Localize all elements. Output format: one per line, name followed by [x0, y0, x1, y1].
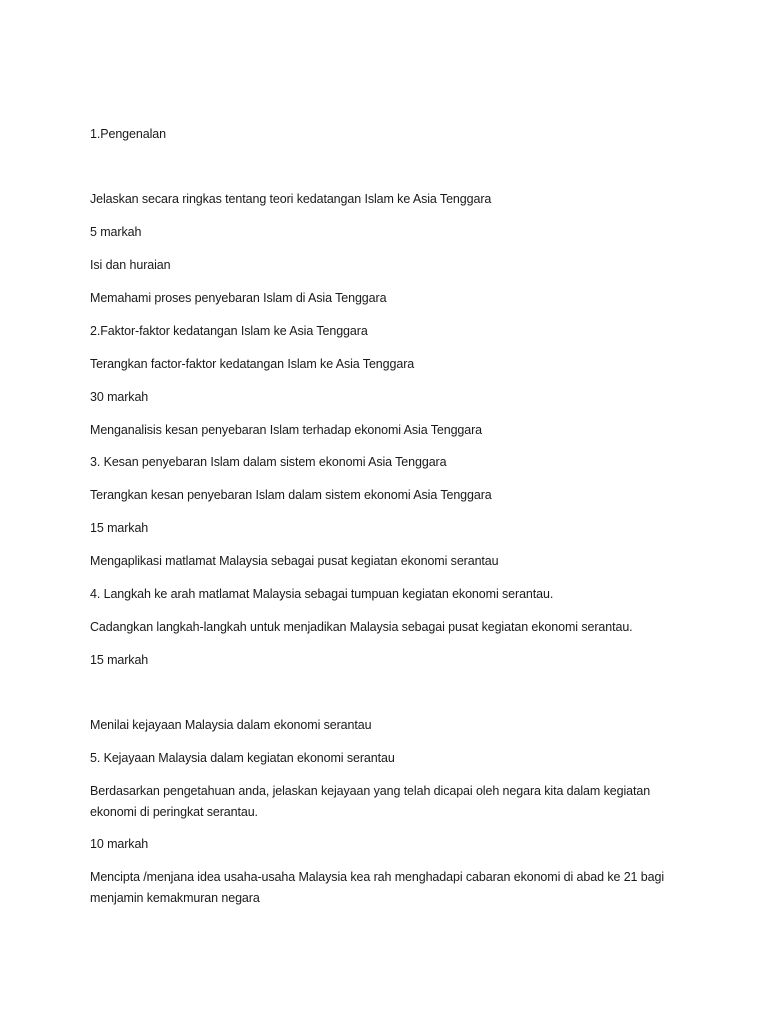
marks-label: 15 markah	[90, 521, 149, 535]
section-heading-1: 1.Pengenalan	[90, 127, 166, 141]
marks-label: 15 markah	[90, 653, 149, 667]
learning-objective: Mengaplikasi matlamat Malaysia sebagai pusat kegiatan ekonomi serantau	[90, 554, 499, 568]
learning-objective: Menganalisis kesan penyebaran Islam terhadap ekonomi Asia Tenggara	[90, 423, 483, 437]
section-heading-3: 3. Kesan penyebaran Islam dalam sistem ekonomi Asia Tenggara	[90, 455, 447, 469]
question-text: Terangkan kesan penyebaran Islam dalam sistem ekonomi Asia Tenggara	[90, 488, 492, 502]
learning-objective: Menilai kejayaan Malaysia dalam ekonomi serantau	[90, 718, 372, 732]
marks-label: 5 markah	[90, 225, 142, 239]
section-heading-5: 5. Kejayaan Malaysia dalam kegiatan ekonomi serantau	[90, 751, 395, 765]
question-text: Terangkan factor-faktor kedatangan Islam ke Asia Tenggara	[90, 357, 415, 371]
question-text: Berdasarkan pengetahuan anda, jelaskan kejayaan yang telah dicapai oleh negara kita dalam kegiatan ekonomi di peringkat serantau.	[90, 784, 651, 819]
question-text: Cadangkan langkah-langkah untuk menjadikan Malaysia sebagai pusat kegiatan ekonomi serantau.	[90, 620, 633, 634]
question-text: Jelaskan secara ringkas tentang teori kedatangan Islam ke Asia Tenggara	[90, 192, 492, 206]
marks-label: 30 markah	[90, 390, 149, 404]
learning-objective: Memahami proses penyebaran Islam di Asia Tenggara	[90, 291, 387, 305]
learning-objective: Mencipta /menjana idea usaha-usaha Malaysia kea rah menghadapi cabaran ekonomi di abad ke 21 bagi menjamin kemakmuran negara	[90, 870, 665, 905]
content-heading: Isi dan huraian	[90, 258, 171, 272]
section-heading-2: 2.Faktor-faktor kedatangan Islam ke Asia Tenggara	[90, 324, 368, 338]
section-heading-4: 4. Langkah ke arah matlamat Malaysia sebagai tumpuan kegiatan ekonomi serantau.	[90, 587, 554, 601]
marks-label: 10 markah	[90, 837, 149, 851]
